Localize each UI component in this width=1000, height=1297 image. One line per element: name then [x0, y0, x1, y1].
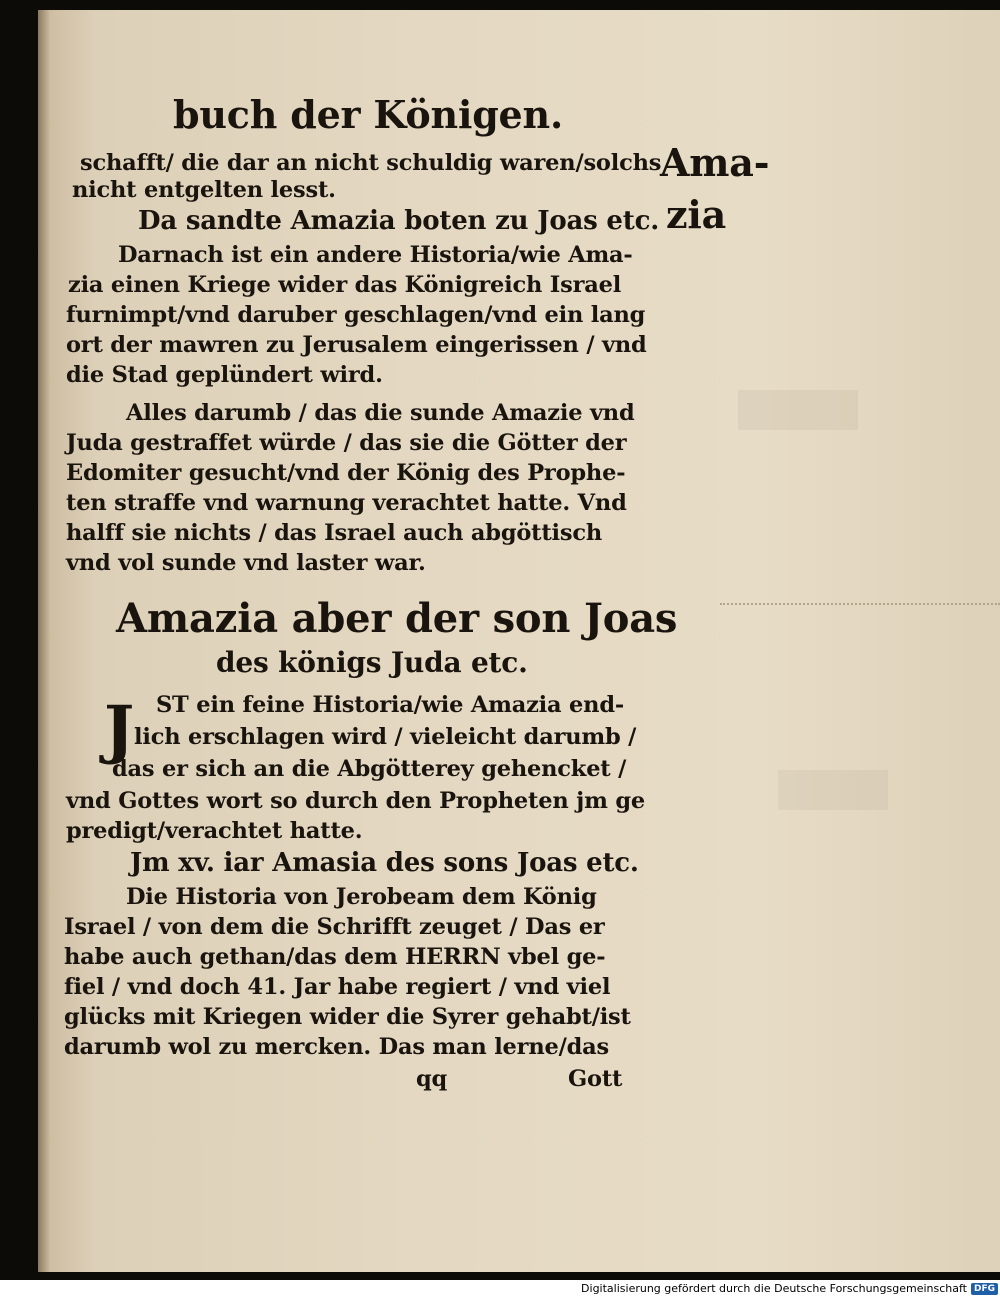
show-through-mark	[738, 390, 858, 430]
text-line: habe auch gethan/das dem HERRN vbel ge-	[64, 944, 606, 970]
chapter-heading: Amazia aber der son Joas	[116, 595, 678, 642]
text-line: glücks mit Kriegen wider die Syrer gehabt/ist	[64, 1004, 631, 1030]
book-page	[38, 10, 1000, 1272]
show-through-mark	[778, 770, 888, 810]
section-heading: Da sandte Amazia boten zu Joas etc.	[138, 206, 660, 236]
text-line: nicht entgelten lesst.	[72, 177, 336, 203]
footer-bar	[581, 1280, 1000, 1297]
text-line: ort der mawren zu Jerusalem eingerissen / vnd	[66, 332, 647, 358]
page-gutter	[38, 10, 50, 1272]
signature-mark: qq	[416, 1066, 448, 1092]
text-line: furnimpt/vnd daruber geschlagen/vnd ein lang	[66, 302, 646, 328]
separator-dots	[720, 603, 1000, 605]
running-head: buch der Königen.	[173, 92, 563, 137]
text-line: zia einen Kriege wider das Königreich Israel	[68, 272, 622, 298]
text-line: vnd Gottes wort so durch den Propheten jm ge	[66, 788, 645, 814]
text-line: Juda gestraffet würde / das sie die Götter der	[66, 430, 627, 456]
text-line: ten straffe vnd warnung verachtet hatte. Vnd	[66, 490, 627, 516]
chapter-subheading: des königs Juda etc.	[216, 646, 528, 679]
text-line: schafft/ die dar an nicht schuldig waren/solchs	[80, 150, 662, 176]
text-line: Darnach ist ein andere Historia/wie Ama-	[118, 242, 633, 268]
catchword: Gott	[568, 1066, 623, 1092]
text-line: Edomiter gesucht/vnd der König des Prophe-	[66, 460, 626, 486]
text-line: darumb wol zu mercken. Das man lerne/das	[64, 1034, 609, 1060]
text-line: vnd vol sunde vnd laster war.	[66, 550, 426, 576]
text-line: fiel / vnd doch 41. Jar habe regiert / vnd viel	[64, 974, 611, 1000]
dfg-logo-icon: DFG	[971, 1283, 998, 1295]
margin-note-line-2: zia	[666, 192, 727, 237]
text-line: Alles darumb / das die sunde Amazie vnd	[126, 400, 635, 426]
margin-note-line-1: Ama-	[660, 140, 770, 185]
text-line: Die Historia von Jerobeam dem König	[126, 884, 597, 910]
text-line: halff sie nichts / das Israel auch abgöttisch	[66, 520, 603, 546]
drop-initial: J	[104, 692, 135, 767]
text-line: das er sich an die Abgötterey gehencket /	[112, 756, 627, 782]
text-line: lich erschlagen wird / vieleicht darumb /	[134, 724, 637, 750]
text-line: predigt/verachtet hatte.	[66, 818, 363, 844]
text-line: Israel / von dem die Schrifft zeuget / Das er	[64, 914, 605, 940]
funding-credit: Digitalisierung gefördert durch die Deutsche Forschungsgemeinschaft	[581, 1282, 967, 1295]
section-heading: Jm xv. iar Amasia des sons Joas etc.	[130, 848, 639, 878]
text-line: ST ein feine Historia/wie Amazia end-	[156, 692, 624, 718]
text-line: die Stad geplündert wird.	[66, 362, 383, 388]
